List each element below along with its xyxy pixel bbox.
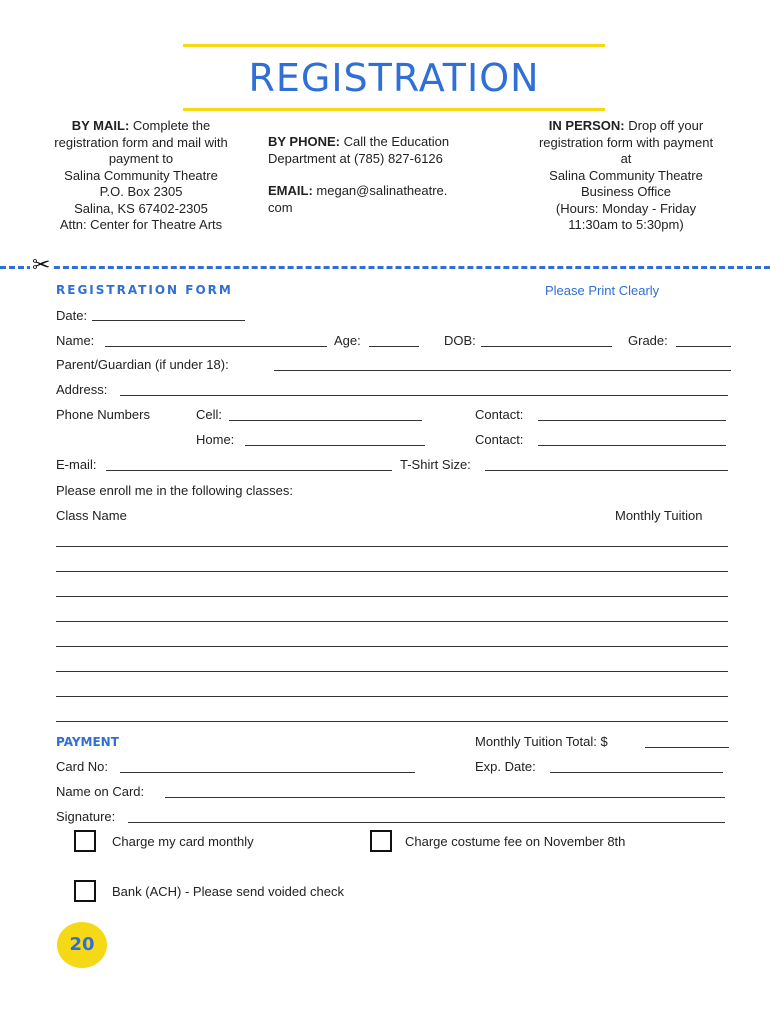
age-label: Age: [334, 333, 361, 348]
page-title: REGISTRATION [248, 56, 540, 100]
card-no-field[interactable] [120, 772, 415, 773]
parent-guardian-field[interactable] [274, 370, 731, 371]
dob-label: DOB: [444, 333, 476, 348]
title-top-rule [183, 44, 605, 47]
class-line[interactable] [56, 671, 728, 672]
tuition-total-label: Monthly Tuition Total: $ [475, 734, 608, 749]
by-mail-block [18, 118, 264, 234]
email-label: EMAIL: [268, 183, 313, 198]
exp-date-label: Exp. Date: [475, 759, 536, 774]
scissors-icon: ✂ [32, 252, 51, 277]
contact-field-2[interactable] [538, 445, 726, 446]
bank-ach-label: Bank (ACH) - Please send voided check [112, 884, 344, 899]
by-phone-block [268, 134, 508, 216]
phone-line: Department at (785) 827-6126 [268, 150, 443, 166]
tshirt-size-label: T-Shirt Size: [400, 457, 471, 472]
dob-field[interactable] [481, 346, 612, 347]
email-line: megan@salinatheatre. [316, 183, 448, 198]
class-line[interactable] [56, 546, 728, 547]
mail-line: registration form and mail with [54, 134, 228, 150]
by-phone-label: BY PHONE: [268, 134, 340, 149]
mail-line: payment to [108, 151, 174, 166]
in-person-line: (Hours: Monday - Friday [555, 200, 697, 216]
cell-label: Cell: [196, 407, 223, 422]
contact-field-1[interactable] [538, 420, 726, 421]
home-label: Home: [196, 432, 235, 447]
mail-line: Complete the [132, 118, 211, 133]
contact-label-1: Contact: [475, 407, 524, 422]
charge-costume-label: Charge costume fee on November 8th [405, 834, 626, 849]
name-field[interactable] [105, 346, 327, 347]
exp-date-field[interactable] [550, 772, 723, 773]
parent-guardian-label: Parent/Guardian (if under 18): [56, 357, 229, 372]
class-line[interactable] [56, 621, 728, 622]
class-name-header: Class Name [56, 508, 127, 523]
contact-label-2: Contact: [475, 432, 524, 447]
charge-costume-checkbox[interactable] [370, 830, 392, 852]
in-person-line: 11:30am to 5:30pm) [568, 217, 684, 232]
address-field[interactable] [120, 395, 728, 396]
class-line[interactable] [56, 596, 728, 597]
mail-line: Salina Community Theatre [64, 167, 218, 183]
signature-label: Signature: [56, 809, 116, 824]
card-no-label: Card No: [56, 759, 109, 774]
phone-line: Call the Education [343, 134, 450, 149]
class-line[interactable] [56, 696, 728, 697]
in-person-line: at [620, 151, 632, 166]
enroll-instruction: Please enroll me in the following classes: [56, 483, 294, 498]
in-person-block [508, 118, 744, 234]
title-bottom-rule [183, 108, 605, 111]
charge-monthly-checkbox[interactable] [74, 830, 96, 852]
monthly-tuition-header: Monthly Tuition [615, 508, 703, 523]
in-person-line: Drop off your [628, 118, 704, 133]
in-person-line: Business Office [580, 184, 672, 199]
age-field[interactable] [369, 346, 419, 347]
tuition-total-field[interactable] [645, 747, 729, 748]
signature-field[interactable] [128, 822, 725, 823]
in-person-line: Salina Community Theatre [549, 167, 703, 183]
class-line[interactable] [56, 721, 728, 722]
email-field[interactable] [106, 470, 392, 471]
print-clearly-note: Please Print Clearly [545, 283, 660, 298]
cut-line [0, 266, 770, 269]
email-label-form: E-mail: [56, 457, 97, 472]
phone-numbers-label: Phone Numbers [56, 407, 150, 422]
name-on-card-label: Name on Card: [56, 784, 145, 799]
address-label: Address: [56, 382, 108, 397]
date-field[interactable] [92, 320, 245, 321]
mail-line: Salina, KS 67402-2305 [74, 200, 208, 216]
grade-label: Grade: [628, 333, 668, 348]
payment-heading: PAYMENT [56, 735, 119, 749]
mail-line: Attn: Center for Theatre Arts [59, 217, 223, 232]
registration-form-heading: REGISTRATION FORM [56, 283, 233, 297]
mail-line: P.O. Box 2305 [99, 184, 183, 199]
class-line[interactable] [56, 571, 728, 572]
bank-ach-checkbox[interactable] [74, 880, 96, 902]
by-mail-label: BY MAIL: [71, 118, 130, 133]
charge-monthly-label: Charge my card monthly [112, 834, 254, 849]
name-on-card-field[interactable] [165, 797, 725, 798]
tshirt-size-field[interactable] [485, 470, 728, 471]
grade-field[interactable] [676, 346, 731, 347]
home-field[interactable] [245, 445, 425, 446]
name-label: Name: [56, 333, 95, 348]
in-person-line: registration form with payment [538, 134, 714, 150]
page-number-badge: 20 [57, 922, 107, 968]
class-line[interactable] [56, 646, 728, 647]
email-line: com [268, 199, 293, 215]
date-label: Date: [56, 308, 88, 323]
cell-field[interactable] [229, 420, 422, 421]
in-person-label: IN PERSON: [548, 118, 625, 133]
